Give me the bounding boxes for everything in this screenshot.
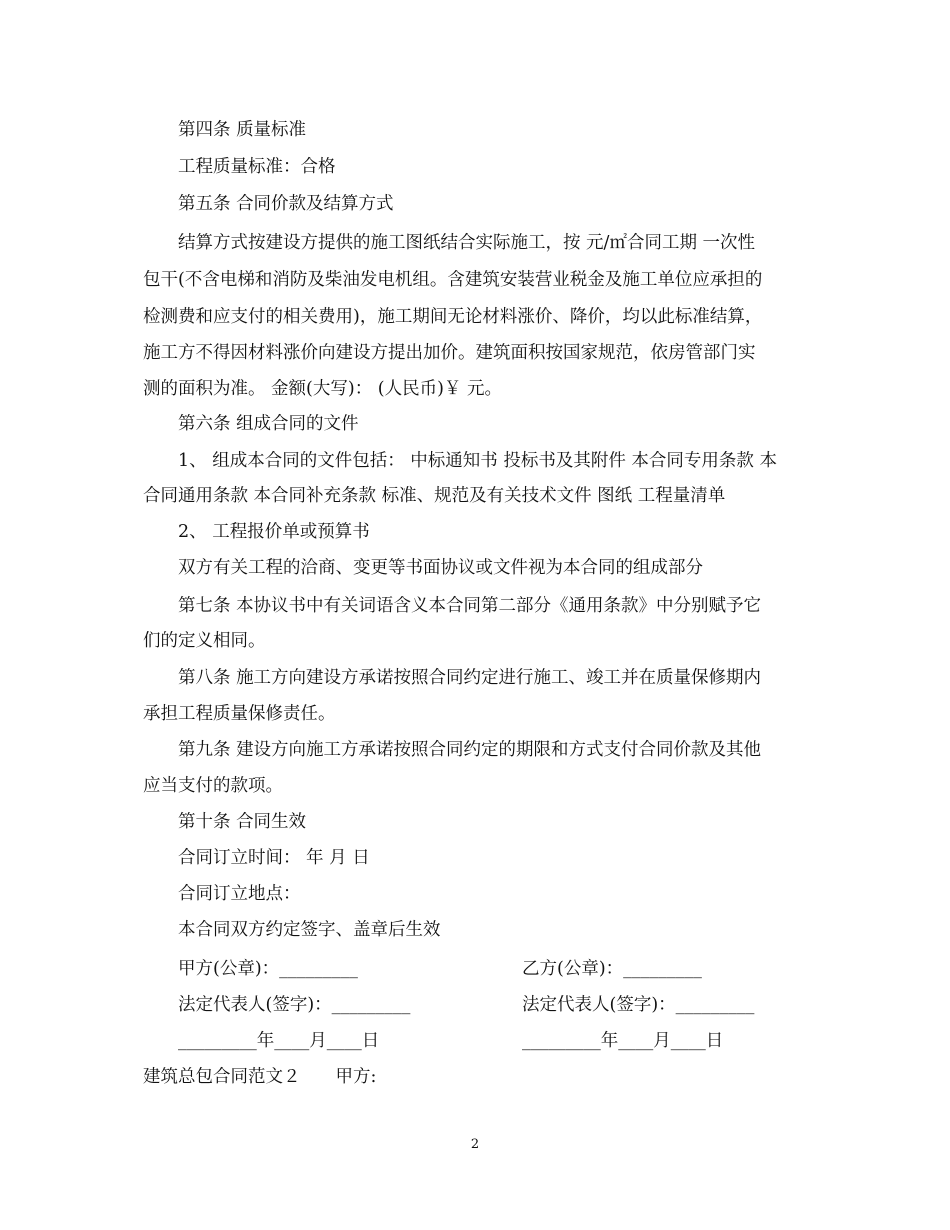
paragraph-line: 1、 组成本合同的文件包括： 中标通知书 投标书及其附件 本合同专用条款 本 xyxy=(178,451,777,471)
paragraph-line: 合同通用条款 本合同补充条款 标准、规范及有关技术文件 图纸 工程量清单 xyxy=(143,486,726,506)
party-b-seal: 乙方(公章)：_________ xyxy=(522,959,702,979)
paragraph-line: 双方有关工程的洽商、变更等书面协议或文件视为本合同的组成部分 xyxy=(178,558,703,578)
quality-standard-line: 工程质量标准：合格 xyxy=(178,157,336,177)
page-number: 2 xyxy=(470,1137,480,1152)
signing-date-line: 合同订立时间： 年 月 日 xyxy=(178,848,370,868)
paragraph-line: 包干(不含电梯和消防及柴油发电机组。含建筑安装营业税金及施工单位应承担的 xyxy=(143,270,763,290)
article-10-heading: 第十条 合同生效 xyxy=(178,812,307,832)
article-7-line: 第七条 本协议书中有关词语含义本合同第二部分《通用条款》中分别赋予它 xyxy=(178,596,762,616)
article-4-heading: 第四条 质量标准 xyxy=(178,120,307,140)
signing-place-line: 合同订立地点： xyxy=(178,884,301,904)
paragraph-line: 结算方式按建设方提供的施工图纸结合实际施工，按 元/㎡合同工期 一次性 xyxy=(178,233,756,253)
paragraph-line: 应当支付的款项。 xyxy=(143,776,283,796)
paragraph-line: 施工方不得因材料涨价向建设方提出加价。建筑面积按国家规范，依房管部门实 xyxy=(143,343,756,363)
paragraph-line: 检测费和应支付的相关费用)，施工期间无论材料涨价、降价，均以此标准结算， xyxy=(143,307,763,327)
party-b-representative: 法定代表人(签字)：_________ xyxy=(522,995,755,1015)
party-b-date: _________年____月____日 xyxy=(522,1031,724,1051)
article-5-heading: 第五条 合同价款及结算方式 xyxy=(178,194,394,214)
party-a-date: _________年____月____日 xyxy=(178,1031,380,1051)
article-9-line: 第九条 建设方向施工方承诺按照合同约定的期限和方式支付合同价款及其他 xyxy=(178,740,762,760)
paragraph-line: 承担工程质量保修责任。 xyxy=(143,704,336,724)
paragraph-line: 们的定义相同。 xyxy=(143,631,266,651)
paragraph-line: 测的面积为准。 金额(大写)： (人民币)￥ 元。 xyxy=(143,379,502,399)
effective-clause-line: 本合同双方约定签字、盖章后生效 xyxy=(178,920,441,940)
party-a-seal: 甲方(公章)：_________ xyxy=(178,959,358,979)
party-a-representative: 法定代表人(签字)：_________ xyxy=(178,995,411,1015)
article-6-heading: 第六条 组成合同的文件 xyxy=(178,414,359,434)
article-8-line: 第八条 施工方向建设方承诺按照合同约定进行施工、竣工并在质量保修期内 xyxy=(178,668,762,688)
paragraph-line: 2、 工程报价单或预算书 xyxy=(178,522,370,542)
next-section-heading: 建筑总包合同范文２ 甲方: xyxy=(143,1067,377,1087)
